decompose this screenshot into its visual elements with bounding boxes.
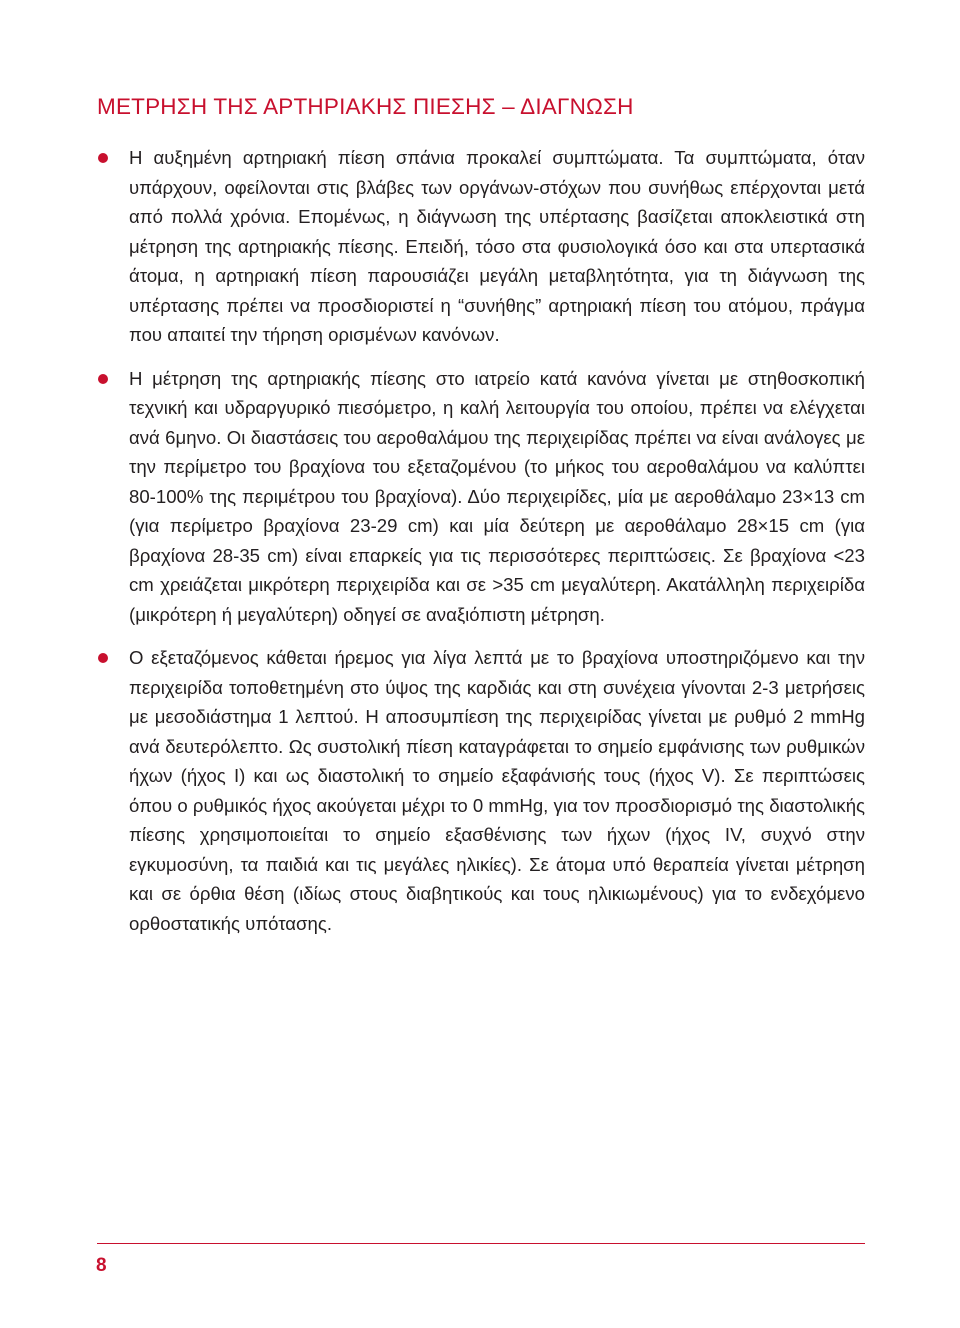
- bullet-item-symptoms: [97, 143, 865, 350]
- bullet-list: [97, 143, 865, 952]
- bullet-text: Η αυξημένη αρτηριακή πίεση σπάνια προκαλεί συμπτώματα. Τα συμπτώματα, όταν υπάρχουν, οφείλονται στις βλάβες των οργάνων-στόχων που συνήθως επέρχονται μετά από πολλά χρόνια. Επομένως, η διάγνωση της υπέρτασης βασίζεται αποκλειστικά στη μέτρηση της αρτηριακής πίεσης. Επειδή, τόσο στα φυσιολογικά όσο και στα υπερτασικά άτομα, η αρτηριακή πίεση παρουσιάζει μεγάλη μεταβλητότητα, για τη διάγνωση της υπέρτασης πρέπει να προσδιοριστεί η “συνήθης” αρτηριακή πίεση του ατόμου, πράγμα που απαιτεί την τήρηση ορισμένων κανόνων.: [129, 147, 865, 345]
- bullet-item-measurement: [97, 364, 865, 630]
- footer-divider: [97, 1243, 865, 1244]
- bullet-text: Ο εξεταζόμενος κάθεται ήρεμος για λίγα λεπτά με το βραχίονα υποστηριζόμενο και την περιχειρίδα τοποθετημένη στο ύψος της καρδιάς και στη συνέχεια γίνονται 2-3 μετρήσεις με μεσοδιάστημα 1 λεπτού. Η αποσυμπίεση της περιχειρίδας γίνεται με ρυθμό 2 mmHg ανά δευτερόλεπτο. Ως συστολική πίεση καταγράφεται το σημείο εμφάνισης των ρυθμικών ήχων (ήχος I) και ως διαστολική το σημείο εξαφάνισής τους (ήχος V). Σε περιπτώσεις όπου ο ρυθμικός ήχος ακούγεται μέχρι το 0 mmHg, για τον προσδιορισμό της διαστολικής πίεσης χρησιμοποιείται το σημείο εξασθένισης των ήχων (ήχος IV, συχνό στην εγκυμοσύνη, τα παιδιά και τις μεγάλες ηλικίες). Σε άτομα υπό θεραπεία γίνεται μέτρηση και σε όρθια θέση (ιδίως στους διαβητικούς και τους ηλικιωμένους) για το ενδεχόμενο ορθοστατικής υπότασης.: [129, 647, 865, 934]
- bullet-dot-icon: [98, 653, 108, 663]
- page-number: 8: [96, 1255, 107, 1276]
- bullet-item-procedure: [97, 643, 865, 938]
- bullet-text: Η μέτρηση της αρτηριακής πίεσης στο ιατρείο κατά κανόνα γίνεται με στηθοσκοπική τεχνική και υδραργυρικό πιεσόμετρο, η καλή λειτουργία του οποίου, πρέπει να ελέγχεται ανά 6μηνο. Οι διαστάσεις του αεροθαλάμου της περιχειρίδας πρέπει να είναι ανάλογες με την περίμετρο του βραχίονα του εξεταζομένου (το μήκος του αεροθαλάμου να καλύπτει 80-100% της περιμέτρου του βραχίονα). Δύο περιχειρίδες, μία με αεροθάλαμο 23×13 cm (για περίμετρο βραχίονα 23-29 cm) και μία δεύτερη με αεροθάλαμο 28×15 cm (για βραχίονα 28-35 cm) είναι επαρκείς για τις περισσότερες περιπτώσεις. Σε βραχίονα <23 cm χρειάζεται μικρότερη περιχειρίδα και σε >35 cm μεγαλύτερη. Ακατάλληλη περιχειρίδα (μικρότερη ή μεγαλύτερη) οδηγεί σε αναξιόπιστη μέτρηση.: [129, 367, 865, 625]
- bullet-dot-icon: [98, 153, 108, 163]
- bullet-dot-icon: [98, 374, 108, 384]
- page-title: ΜΕΤΡΗΣΗ ΤΗΣ ΑΡΤΗΡΙΑΚΗΣ ΠΙΕΣΗΣ – ΔΙΑΓΝΩΣΗ: [97, 94, 634, 119]
